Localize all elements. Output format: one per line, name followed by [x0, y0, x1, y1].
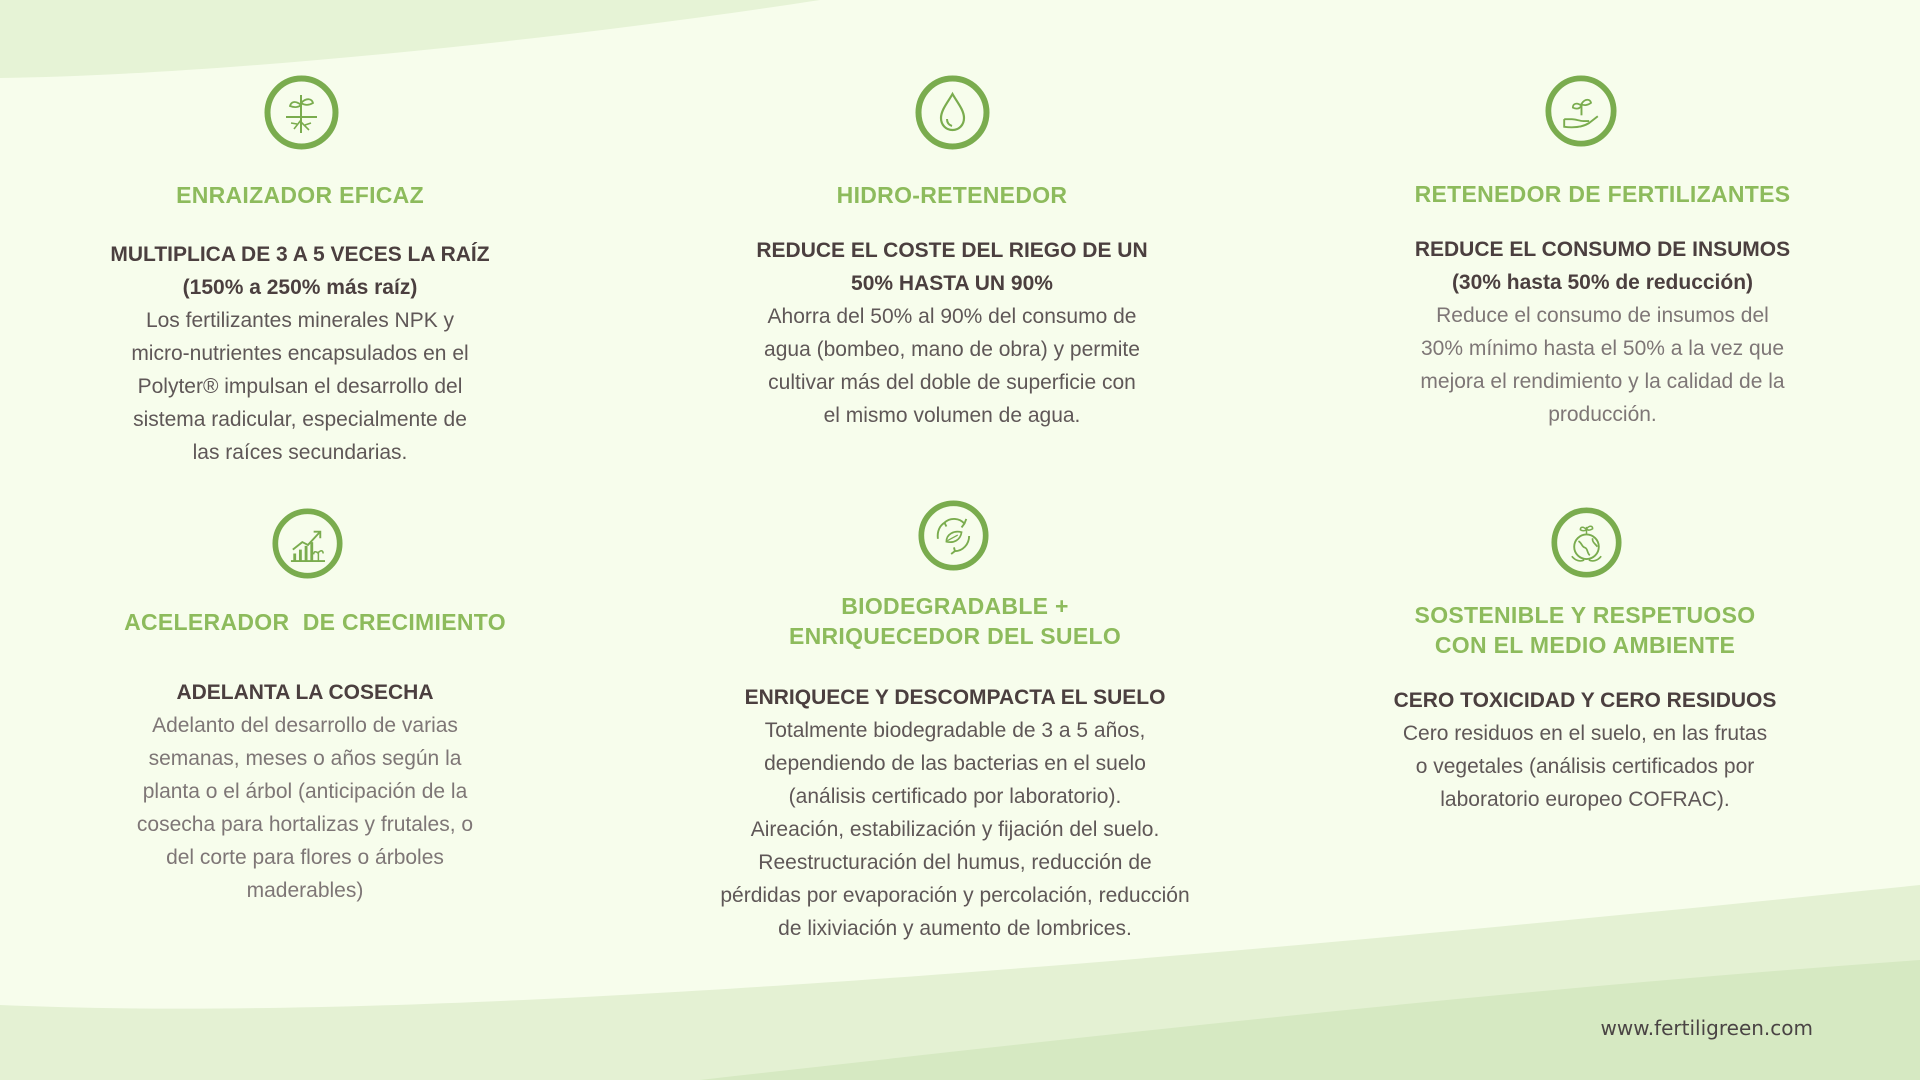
feature-title-line: SOSTENIBLE Y RESPETUOSO [1414, 602, 1756, 628]
feature-subtitle-line: (30% hasta 50% de reducción) [1451, 271, 1754, 294]
feature-body-line: del corte para flores o árboles [166, 846, 444, 869]
feature-body-line: las raíces secundarias. [192, 441, 408, 464]
feature-title: RETENEDOR DE FERTILIZANTES [1414, 181, 1791, 207]
feature-card-retenedor-fertilizantes [1370, 179, 1835, 431]
feature-body-line: (análisis certificado por laboratorio). [788, 785, 1122, 808]
feature-body-line: planta o el árbol (anticipación de la [142, 780, 468, 803]
feature-body-line: Reestructuración del humus, reducción de [758, 851, 1152, 874]
feature-title: ENRAIZADOR EFICAZ [176, 182, 424, 208]
feature-body-line: laboratorio europeo COFRAC). [1440, 788, 1730, 811]
website-link[interactable]: www.fertiligreen.com [1600, 1016, 1813, 1040]
feature-body-line: Cero residuos en el suelo, en las frutas [1402, 722, 1768, 745]
recycle-leaves-icon [918, 500, 989, 571]
feature-body-line: maderables) [246, 879, 364, 902]
feature-title-line: BIODEGRADABLE + [841, 593, 1069, 619]
feature-card-biodegradable [670, 591, 1240, 945]
feature-subtitle-line: REDUCE EL CONSUMO DE INSUMOS [1414, 238, 1791, 261]
feature-body-line: Totalmente biodegradable de 3 a 5 años, [764, 719, 1146, 742]
feature-body-line: cultivar más del doble de superficie con [768, 371, 1136, 394]
feature-body-line: producción. [1548, 403, 1657, 426]
feature-body-line: semanas, meses o años según la [148, 747, 462, 770]
feature-card-sostenible [1355, 600, 1815, 816]
feature-subtitle-line: 50% HASTA UN 90% [851, 272, 1053, 295]
feature-body-line: o vegetales (análisis certificados por [1415, 755, 1755, 778]
feature-body-line: mejora el rendimiento y la calidad de la [1420, 370, 1785, 393]
feature-body-line: Aireación, estabilización y fijación del suelo. [750, 818, 1160, 841]
feature-card-enraizador [95, 180, 505, 469]
feature-body-line: micro-nutrientes encapsulados en el [131, 342, 469, 365]
feature-body-line: pérdidas por evaporación y percolación, reducción [720, 884, 1190, 907]
feature-body-line: 30% mínimo hasta el 50% a la vez que [1420, 337, 1785, 360]
feature-title: ACELERADOR DE CRECIMIENTO [124, 609, 506, 635]
feature-subtitle-line: CERO TOXICIDAD Y CERO RESIDUOS [1393, 689, 1777, 712]
feature-title-line: ENRIQUECEDOR DEL SUELO [788, 623, 1122, 649]
feature-subtitle-line: (150% a 250% más raíz) [182, 276, 418, 299]
sprout-roots-icon [264, 75, 339, 150]
feature-body-line: Polyter® impulsan el desarrollo del [137, 375, 463, 398]
feature-subtitle-line: MULTIPLICA DE 3 A 5 VECES LA RAÍZ [110, 243, 490, 266]
feature-body-line: agua (bombeo, mano de obra) y permite [764, 338, 1140, 361]
feature-title-line: CON EL MEDIO AMBIENTE [1434, 632, 1736, 658]
feature-subtitle-line: ADELANTA LA COSECHA [176, 681, 434, 704]
feature-card-acelerador [95, 607, 535, 907]
feature-body-line: dependiendo de las bacterias en el suelo [764, 752, 1146, 775]
water-drop-icon [915, 75, 990, 150]
feature-title: HIDRO-RETENEDOR [836, 182, 1068, 208]
feature-body-line: el mismo volumen de agua. [823, 404, 1081, 427]
feature-body-line: Ahorra del 50% al 90% del consumo de [767, 305, 1137, 328]
feature-body-line: Los fertilizantes minerales NPK y [145, 309, 455, 332]
feature-body-line: sistema radicular, especialmente de [133, 408, 467, 431]
feature-subtitle-line: ENRIQUECE Y DESCOMPACTA EL SUELO [744, 686, 1166, 709]
feature-card-hidro-retenedor [702, 180, 1202, 432]
feature-body-line: cosecha para hortalizas y frutales, o [136, 813, 474, 836]
feature-subtitle-line: REDUCE EL COSTE DEL RIEGO DE UN [756, 239, 1148, 262]
feature-body-line: Reduce el consumo de insumos del [1436, 304, 1769, 327]
hand-plant-icon [1545, 75, 1617, 147]
growth-chart-icon [272, 508, 343, 579]
feature-body-line: de lixiviación y aumento de lombrices. [778, 917, 1132, 940]
feature-body-line: Adelanto del desarrollo de varias [152, 714, 458, 737]
eco-globe-icon [1551, 507, 1622, 578]
